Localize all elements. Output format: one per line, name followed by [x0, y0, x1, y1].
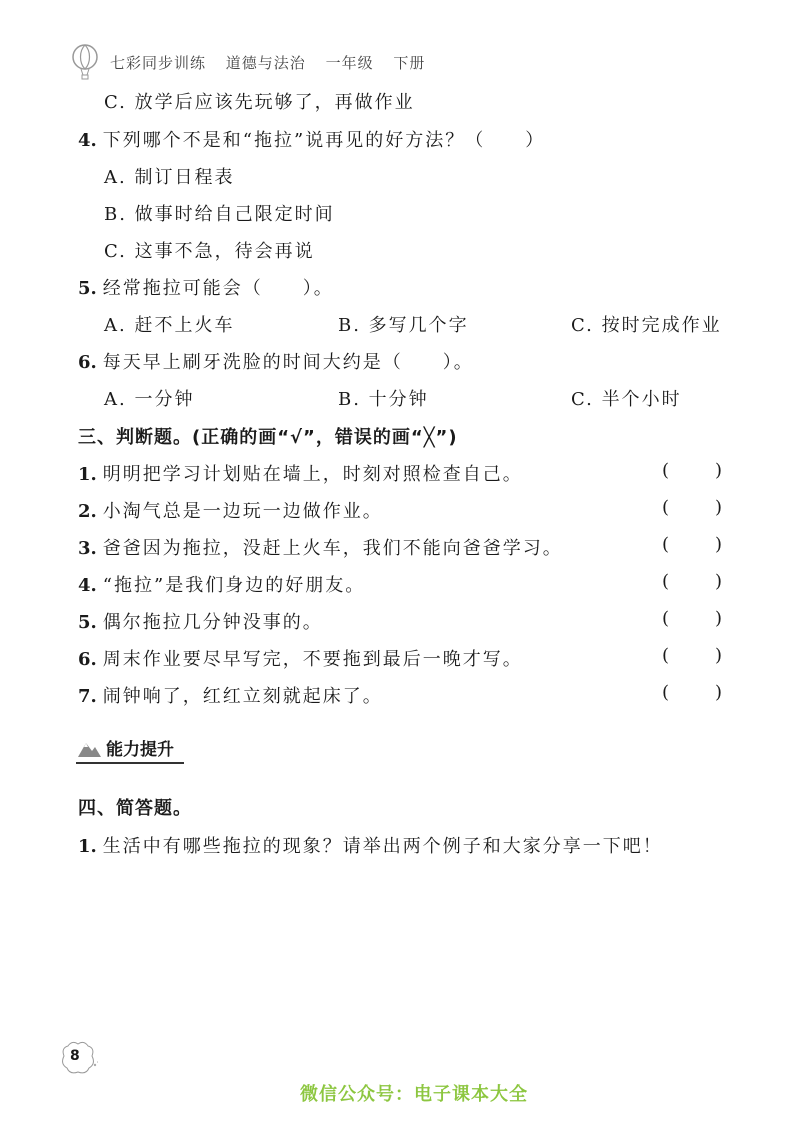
question-6	[78, 348, 474, 374]
question-text: 每天早上刷牙洗脸的时间大约是（ ）。	[102, 352, 474, 373]
judge-item-1	[78, 460, 523, 486]
paren-close: )	[714, 460, 722, 481]
page-header	[70, 42, 439, 82]
mountain-icon	[76, 737, 102, 759]
judge-item-2	[78, 497, 383, 523]
paren-close: )	[714, 645, 722, 666]
question-text: 生活中有哪些拖拉的现象？请举出两个例子和大家分享一下吧！	[102, 836, 663, 857]
q6-option-c: C. 半个小时	[571, 389, 682, 410]
question-number: 6.	[78, 352, 97, 373]
paren-open: (	[662, 608, 670, 629]
paren-close: )	[714, 682, 722, 703]
question-text: 下列哪个不是和“拖拉”说再见的好方法？（ ）	[102, 130, 546, 151]
paren-close: )	[714, 497, 722, 518]
question-number: 4.	[78, 130, 97, 151]
ability-section-label	[76, 735, 174, 760]
judge-item-4	[78, 571, 365, 597]
question-5	[78, 274, 334, 300]
answer-parens[interactable]	[662, 534, 722, 555]
short-answer-1	[78, 832, 663, 858]
question-text: 周末作业要尽早写完，不要拖到最后一晚才写。	[102, 649, 523, 670]
paren-open: (	[662, 534, 670, 555]
question-text: 明明把学习计划贴在墙上，时刻对照检查自己。	[102, 464, 523, 485]
question-text: 经常拖拉可能会（ ）。	[102, 278, 334, 299]
paren-open: (	[662, 645, 670, 666]
judge-item-7	[78, 682, 383, 708]
answer-parens[interactable]	[662, 645, 722, 666]
ability-underline	[76, 762, 184, 764]
page-number: 8	[70, 1048, 80, 1064]
judge-item-5	[78, 608, 323, 634]
answer-parens[interactable]	[662, 682, 722, 703]
header-subject: 道德与法治	[225, 53, 306, 72]
paren-open: (	[662, 497, 670, 518]
q4-option-a: A. 制订日程表	[104, 167, 235, 188]
balloon-logo-icon	[70, 44, 100, 80]
question-text: 闹钟响了，红红立刻就起床了。	[102, 686, 383, 707]
paren-close: )	[714, 534, 722, 555]
answer-parens[interactable]	[662, 460, 722, 481]
question-number: 5.	[78, 278, 97, 299]
section-3-title: 三、判断题。(正确的画“√”，错误的画“╳”)	[78, 427, 458, 448]
question-number: 3.	[78, 538, 97, 559]
question-number: 1.	[78, 836, 97, 857]
section-4-title: 四、简答题。	[78, 798, 192, 819]
answer-parens[interactable]	[662, 608, 722, 629]
question-text: 小淘气总是一边玩一边做作业。	[102, 501, 383, 522]
watermark-text: 微信公众号：电子课本大全	[300, 1084, 528, 1105]
judge-item-6	[78, 645, 523, 671]
paren-open: (	[662, 460, 670, 481]
question-text: 偶尔拖拉几分钟没事的。	[102, 612, 323, 633]
question-number: 1.	[78, 464, 97, 485]
question-4	[78, 126, 545, 152]
q5-option-c: C. 按时完成作业	[571, 315, 722, 336]
header-series: 七彩同步训练	[110, 53, 207, 72]
question-number: 4.	[78, 575, 97, 596]
q4-option-c: C. 这事不急，待会再说	[104, 241, 315, 262]
answer-parens[interactable]	[662, 497, 722, 518]
ability-label: 能力提升	[106, 740, 174, 760]
paren-open: (	[662, 682, 670, 703]
question-text: “拖拉”是我们身边的好朋友。	[102, 575, 366, 596]
header-title	[110, 52, 439, 73]
question-number: 6.	[78, 649, 97, 670]
paren-close: )	[714, 608, 722, 629]
paren-close: )	[714, 571, 722, 592]
judge-item-3	[78, 534, 563, 560]
q5-option-b: B. 多写几个字	[338, 315, 469, 336]
question-number: 5.	[78, 612, 97, 633]
paren-open: (	[662, 571, 670, 592]
q5-option-a: A. 赶不上火车	[104, 315, 235, 336]
question-number: 7.	[78, 686, 97, 707]
q4-option-b: B. 做事时给自己限定时间	[104, 204, 335, 225]
q6-option-b: B. 十分钟	[338, 389, 429, 410]
header-volume: 下册	[393, 53, 426, 72]
answer-parens[interactable]	[662, 571, 722, 592]
q3-option-c: C. 放学后应该先玩够了，再做作业	[104, 92, 415, 113]
question-text: 爸爸因为拖拉，没赶上火车，我们不能向爸爸学习。	[102, 538, 563, 559]
question-number: 2.	[78, 501, 97, 522]
q6-option-a: A. 一分钟	[104, 389, 195, 410]
header-grade: 一年级	[325, 53, 374, 72]
